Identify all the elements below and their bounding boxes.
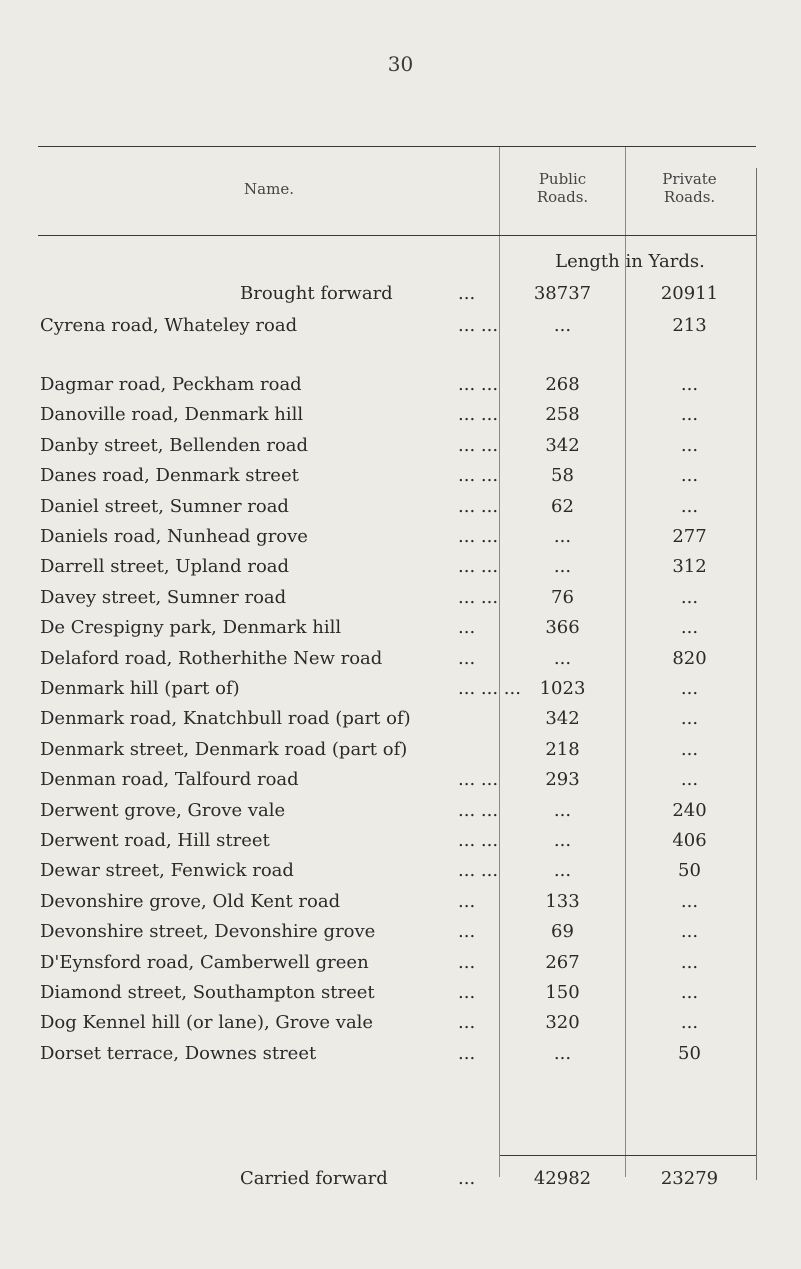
leader-dots: ... ... xyxy=(458,404,499,426)
public-roads-value: 293 xyxy=(545,769,580,791)
leader-dots: ... xyxy=(458,1042,476,1064)
road-name: Cyrena road, Whateley road xyxy=(40,315,298,336)
road-name: Dewar street, Fenwick road xyxy=(40,860,294,882)
brought-forward-private: 20911 xyxy=(660,283,719,304)
table-row xyxy=(0,556,801,586)
road-name: Delaford road, Rotherhithe New road xyxy=(40,647,383,669)
public-roads-value: 218 xyxy=(545,738,580,760)
private-roads-value: ... xyxy=(680,890,699,912)
public-roads-value: ... xyxy=(553,315,572,336)
private-roads-value: 240 xyxy=(672,799,707,821)
public-roads-value: 58 xyxy=(551,465,574,487)
road-name: Darrell street, Upland road xyxy=(40,556,290,578)
public-roads-value: 268 xyxy=(545,374,580,395)
public-roads-value: 267 xyxy=(545,951,580,973)
public-roads-value: 133 xyxy=(545,890,580,912)
table-row xyxy=(0,921,801,951)
road-name: De Crespigny park, Denmark hill xyxy=(40,617,342,639)
leader-dots: ... ... xyxy=(458,526,499,547)
private-roads-value: 406 xyxy=(672,830,707,851)
road-name: Devonshire street, Devonshire grove xyxy=(40,921,376,943)
table-row xyxy=(0,496,801,526)
private-roads-value: ... xyxy=(680,708,699,730)
carried-forward-label: Carried forward xyxy=(240,1168,388,1189)
table-row xyxy=(0,830,801,860)
public-roads-value: 258 xyxy=(545,404,580,426)
leader-dots: ... ... xyxy=(458,799,499,821)
road-name: Danby street, Bellenden road xyxy=(40,434,309,456)
leader-dots: ... ... xyxy=(458,315,499,336)
table-row xyxy=(0,315,801,345)
header-bottom-rule xyxy=(38,235,756,236)
table-row xyxy=(0,678,801,708)
public-roads-value: ... xyxy=(553,647,572,669)
page-number: 30 xyxy=(387,52,414,76)
table-row xyxy=(0,891,801,921)
table-row xyxy=(0,526,801,556)
brought-forward-label: Brought forward xyxy=(240,283,393,304)
road-name: Derwent grove, Grove vale xyxy=(40,799,286,821)
carried-forward-private: 23279 xyxy=(660,1168,719,1189)
private-roads-value: 312 xyxy=(672,556,707,578)
brought-forward-row xyxy=(0,283,801,313)
private-roads-value: 50 xyxy=(678,860,701,882)
private-roads-header-line1: Private xyxy=(662,170,717,188)
leader-dots: ... xyxy=(458,951,476,973)
table-row xyxy=(0,465,801,495)
leader-dots: ... ... xyxy=(458,830,499,851)
road-name: Daniels road, Nunhead grove xyxy=(40,526,308,547)
public-roads-value: 69 xyxy=(551,921,574,943)
road-name: Danes road, Denmark street xyxy=(40,465,299,487)
private-roads-value: ... xyxy=(680,374,699,395)
table-row xyxy=(0,1012,801,1042)
road-name: Danoville road, Denmark hill xyxy=(40,404,304,426)
table-row xyxy=(0,708,801,738)
private-roads-value: ... xyxy=(680,404,699,426)
road-name: Denmark road, Knatchbull road (part of) xyxy=(40,708,411,730)
public-roads-value: ... xyxy=(553,860,572,882)
public-roads-value: ... xyxy=(553,830,572,851)
private-roads-value: ... xyxy=(680,617,699,639)
table-row xyxy=(0,769,801,799)
leader-dots: ... ... xyxy=(458,495,499,517)
leader-dots: ... ... xyxy=(458,586,499,608)
public-roads-value: 320 xyxy=(545,1012,580,1034)
table-row xyxy=(0,952,801,982)
table-row xyxy=(0,374,801,404)
leader-dots: ... xyxy=(458,283,476,304)
public-roads-value: 342 xyxy=(545,434,580,456)
private-roads-value: ... xyxy=(680,434,699,456)
private-roads-value: 50 xyxy=(678,1042,701,1064)
leader-dots: ... xyxy=(458,921,476,943)
private-roads-value: ... xyxy=(680,982,699,1003)
leader-dots: ... ... xyxy=(458,374,499,395)
road-name: Denman road, Talfourd road xyxy=(40,769,299,791)
road-name: Daniel street, Sumner road xyxy=(40,495,289,517)
road-name: Dog Kennel hill (or lane), Grove vale xyxy=(40,1012,374,1034)
road-name: Dagmar road, Peckham road xyxy=(40,374,302,395)
private-roads-value: ... xyxy=(680,678,699,699)
private-roads-value: ... xyxy=(680,921,699,943)
public-roads-value: ... xyxy=(553,799,572,821)
leader-dots: ... xyxy=(458,617,476,639)
private-roads-value: 277 xyxy=(672,526,707,547)
table-row xyxy=(0,617,801,647)
leader-dots: ... xyxy=(458,890,476,912)
footer-rule xyxy=(500,1155,756,1156)
public-roads-value: 1023 xyxy=(539,678,586,699)
table-row xyxy=(0,860,801,890)
public-roads-header-line1: Public xyxy=(538,170,587,188)
private-roads-value: ... xyxy=(680,769,699,791)
leader-dots: ... xyxy=(458,1012,476,1034)
public-roads-header xyxy=(500,170,625,206)
public-roads-value: 62 xyxy=(551,495,574,517)
private-roads-value: ... xyxy=(680,1012,699,1034)
carried-forward-row xyxy=(0,1168,801,1198)
private-roads-value: ... xyxy=(680,465,699,487)
road-name: Denmark street, Denmark road (part of) xyxy=(40,738,408,760)
private-roads-value: 213 xyxy=(672,315,707,336)
table-row xyxy=(0,587,801,617)
road-name: D'Eynsford road, Camberwell green xyxy=(40,951,369,973)
leader-dots: ... ... xyxy=(458,465,499,487)
road-name: Diamond street, Southampton street xyxy=(40,982,375,1003)
table-row xyxy=(0,800,801,830)
private-roads-value: ... xyxy=(680,738,699,760)
public-roads-value: 342 xyxy=(545,708,580,730)
table-row xyxy=(0,648,801,678)
public-roads-value: 366 xyxy=(545,617,580,639)
public-roads-value: ... xyxy=(553,1042,572,1064)
road-name: Derwent road, Hill street xyxy=(40,830,270,851)
table-row xyxy=(0,739,801,769)
brought-forward-public: 38737 xyxy=(533,283,592,304)
private-roads-value: ... xyxy=(680,586,699,608)
name-column-header: Name. xyxy=(244,180,294,198)
road-name: Denmark hill (part of) xyxy=(40,678,240,699)
table-row xyxy=(0,1043,801,1073)
length-in-yards-subheader: Length in Yards. xyxy=(555,251,705,272)
road-name: Davey street, Sumner road xyxy=(40,586,287,608)
table-row xyxy=(0,404,801,434)
header-top-rule xyxy=(38,146,756,147)
leader-dots: ... ... xyxy=(458,556,499,578)
public-roads-value: 76 xyxy=(551,586,574,608)
leader-dots: ... ... xyxy=(458,434,499,456)
public-roads-value: ... xyxy=(553,526,572,547)
public-roads-value: 150 xyxy=(545,982,580,1003)
leader-dots: ... xyxy=(458,1168,476,1189)
private-roads-header-line2: Roads. xyxy=(663,188,716,206)
private-roads-header xyxy=(627,170,752,206)
leader-dots: ... xyxy=(458,647,476,669)
carried-forward-public: 42982 xyxy=(533,1168,592,1189)
private-roads-value: ... xyxy=(680,951,699,973)
leader-dots: ... ... xyxy=(458,769,499,791)
leader-dots: ... ... ... xyxy=(458,678,521,699)
leader-dots: ... ... xyxy=(458,860,499,882)
public-roads-value: ... xyxy=(553,556,572,578)
table-row xyxy=(0,435,801,465)
public-roads-header-line2: Roads. xyxy=(536,188,589,206)
road-name: Devonshire grove, Old Kent road xyxy=(40,890,341,912)
leader-dots: ... xyxy=(458,982,476,1003)
road-name: Dorset terrace, Downes street xyxy=(40,1042,317,1064)
private-roads-value: 820 xyxy=(672,647,707,669)
table-row xyxy=(0,982,801,1012)
private-roads-value: ... xyxy=(680,495,699,517)
